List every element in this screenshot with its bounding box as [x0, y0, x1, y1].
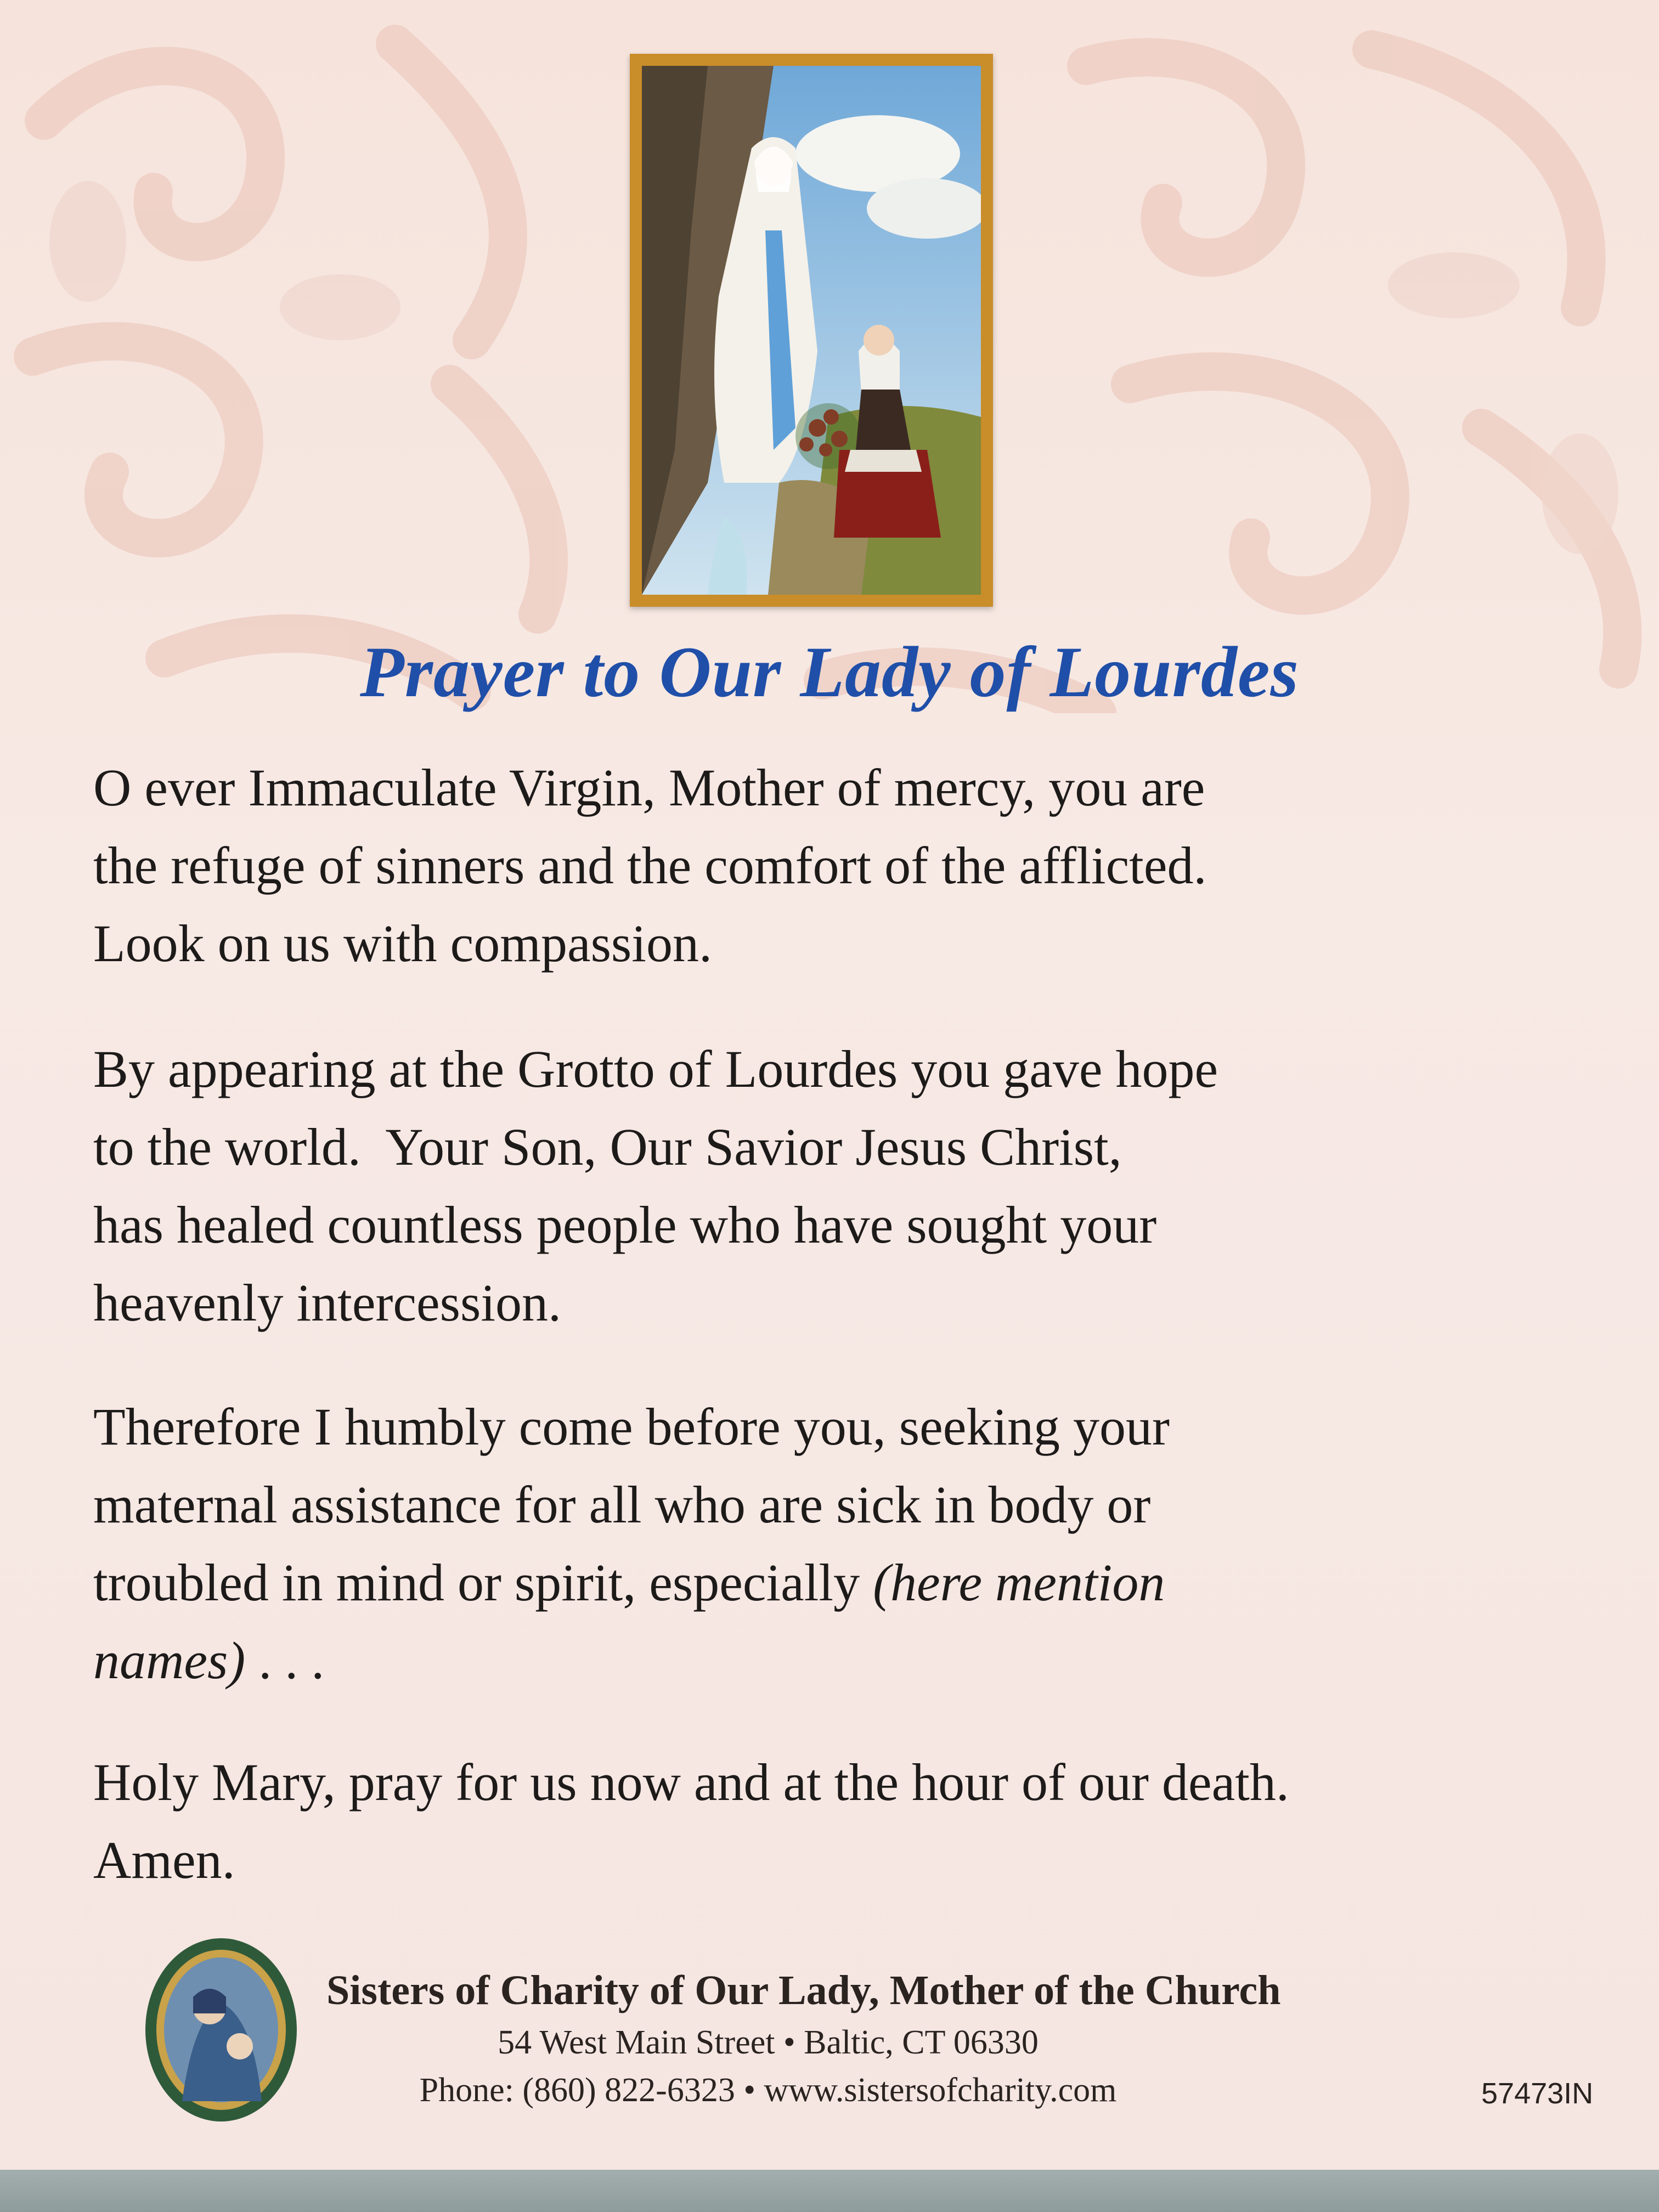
prayer-line-ellipsis: . . . [245, 1631, 325, 1690]
prayer-line: Holy Mary, pray for us now and at the hour of our death. [93, 1753, 1289, 1812]
prayer-line [93, 1544, 1585, 1622]
our-lady-of-lourdes-painting [630, 54, 993, 607]
prayer-line-text: troubled in mind or spirit, especially [93, 1553, 873, 1612]
prayer-paragraph-1 [93, 749, 1585, 983]
prayer-paragraph-2 [93, 1030, 1585, 1342]
prayer-line: to the world. Your Son, Our Savior Jesus Christ, [93, 1118, 1122, 1176]
prayer-paragraph-3 [93, 1388, 1585, 1700]
prayer-line: has healed countless people who have sought your [93, 1195, 1157, 1254]
organization-address: 54 West Main Street • Baltic, CT 06330 [498, 2024, 1039, 2061]
prayer-line: O ever Immaculate Virgin, Mother of mercy, you are [93, 758, 1205, 817]
instruction-italic: names) [93, 1631, 246, 1690]
prayer-line: the refuge of sinners and the comfort of the afflicted. [93, 836, 1207, 895]
prayer-line: Amen. [93, 1831, 235, 1889]
prayer-line: Therefore I humbly come before you, seeking your [93, 1397, 1170, 1456]
product-code: 57473IN [1481, 2077, 1594, 2110]
prayer-paragraph-4 [93, 1743, 1585, 1899]
surface-below-card [0, 2170, 1659, 2212]
organization-name: Sisters of Charity of Our Lady, Mother of the Church [326, 1967, 1281, 2013]
prayer-line [93, 1622, 1585, 1700]
prayer-line: heavenly intercession. [93, 1273, 562, 1332]
prayer-line: maternal assistance for all who are sick in body or [93, 1475, 1151, 1534]
prayer-line: By appearing at the Grotto of Lourdes you gave hope [93, 1040, 1218, 1098]
prayer-title: Prayer to Our Lady of Lourdes [360, 631, 1299, 712]
organization-contact: Phone: (860) 822-6323 • www.sistersofcharity.com [419, 2072, 1117, 2109]
prayer-line: Look on us with compassion. [93, 914, 712, 973]
apparition-scene-illustration [642, 66, 981, 595]
instruction-italic: (here mention [873, 1553, 1165, 1612]
